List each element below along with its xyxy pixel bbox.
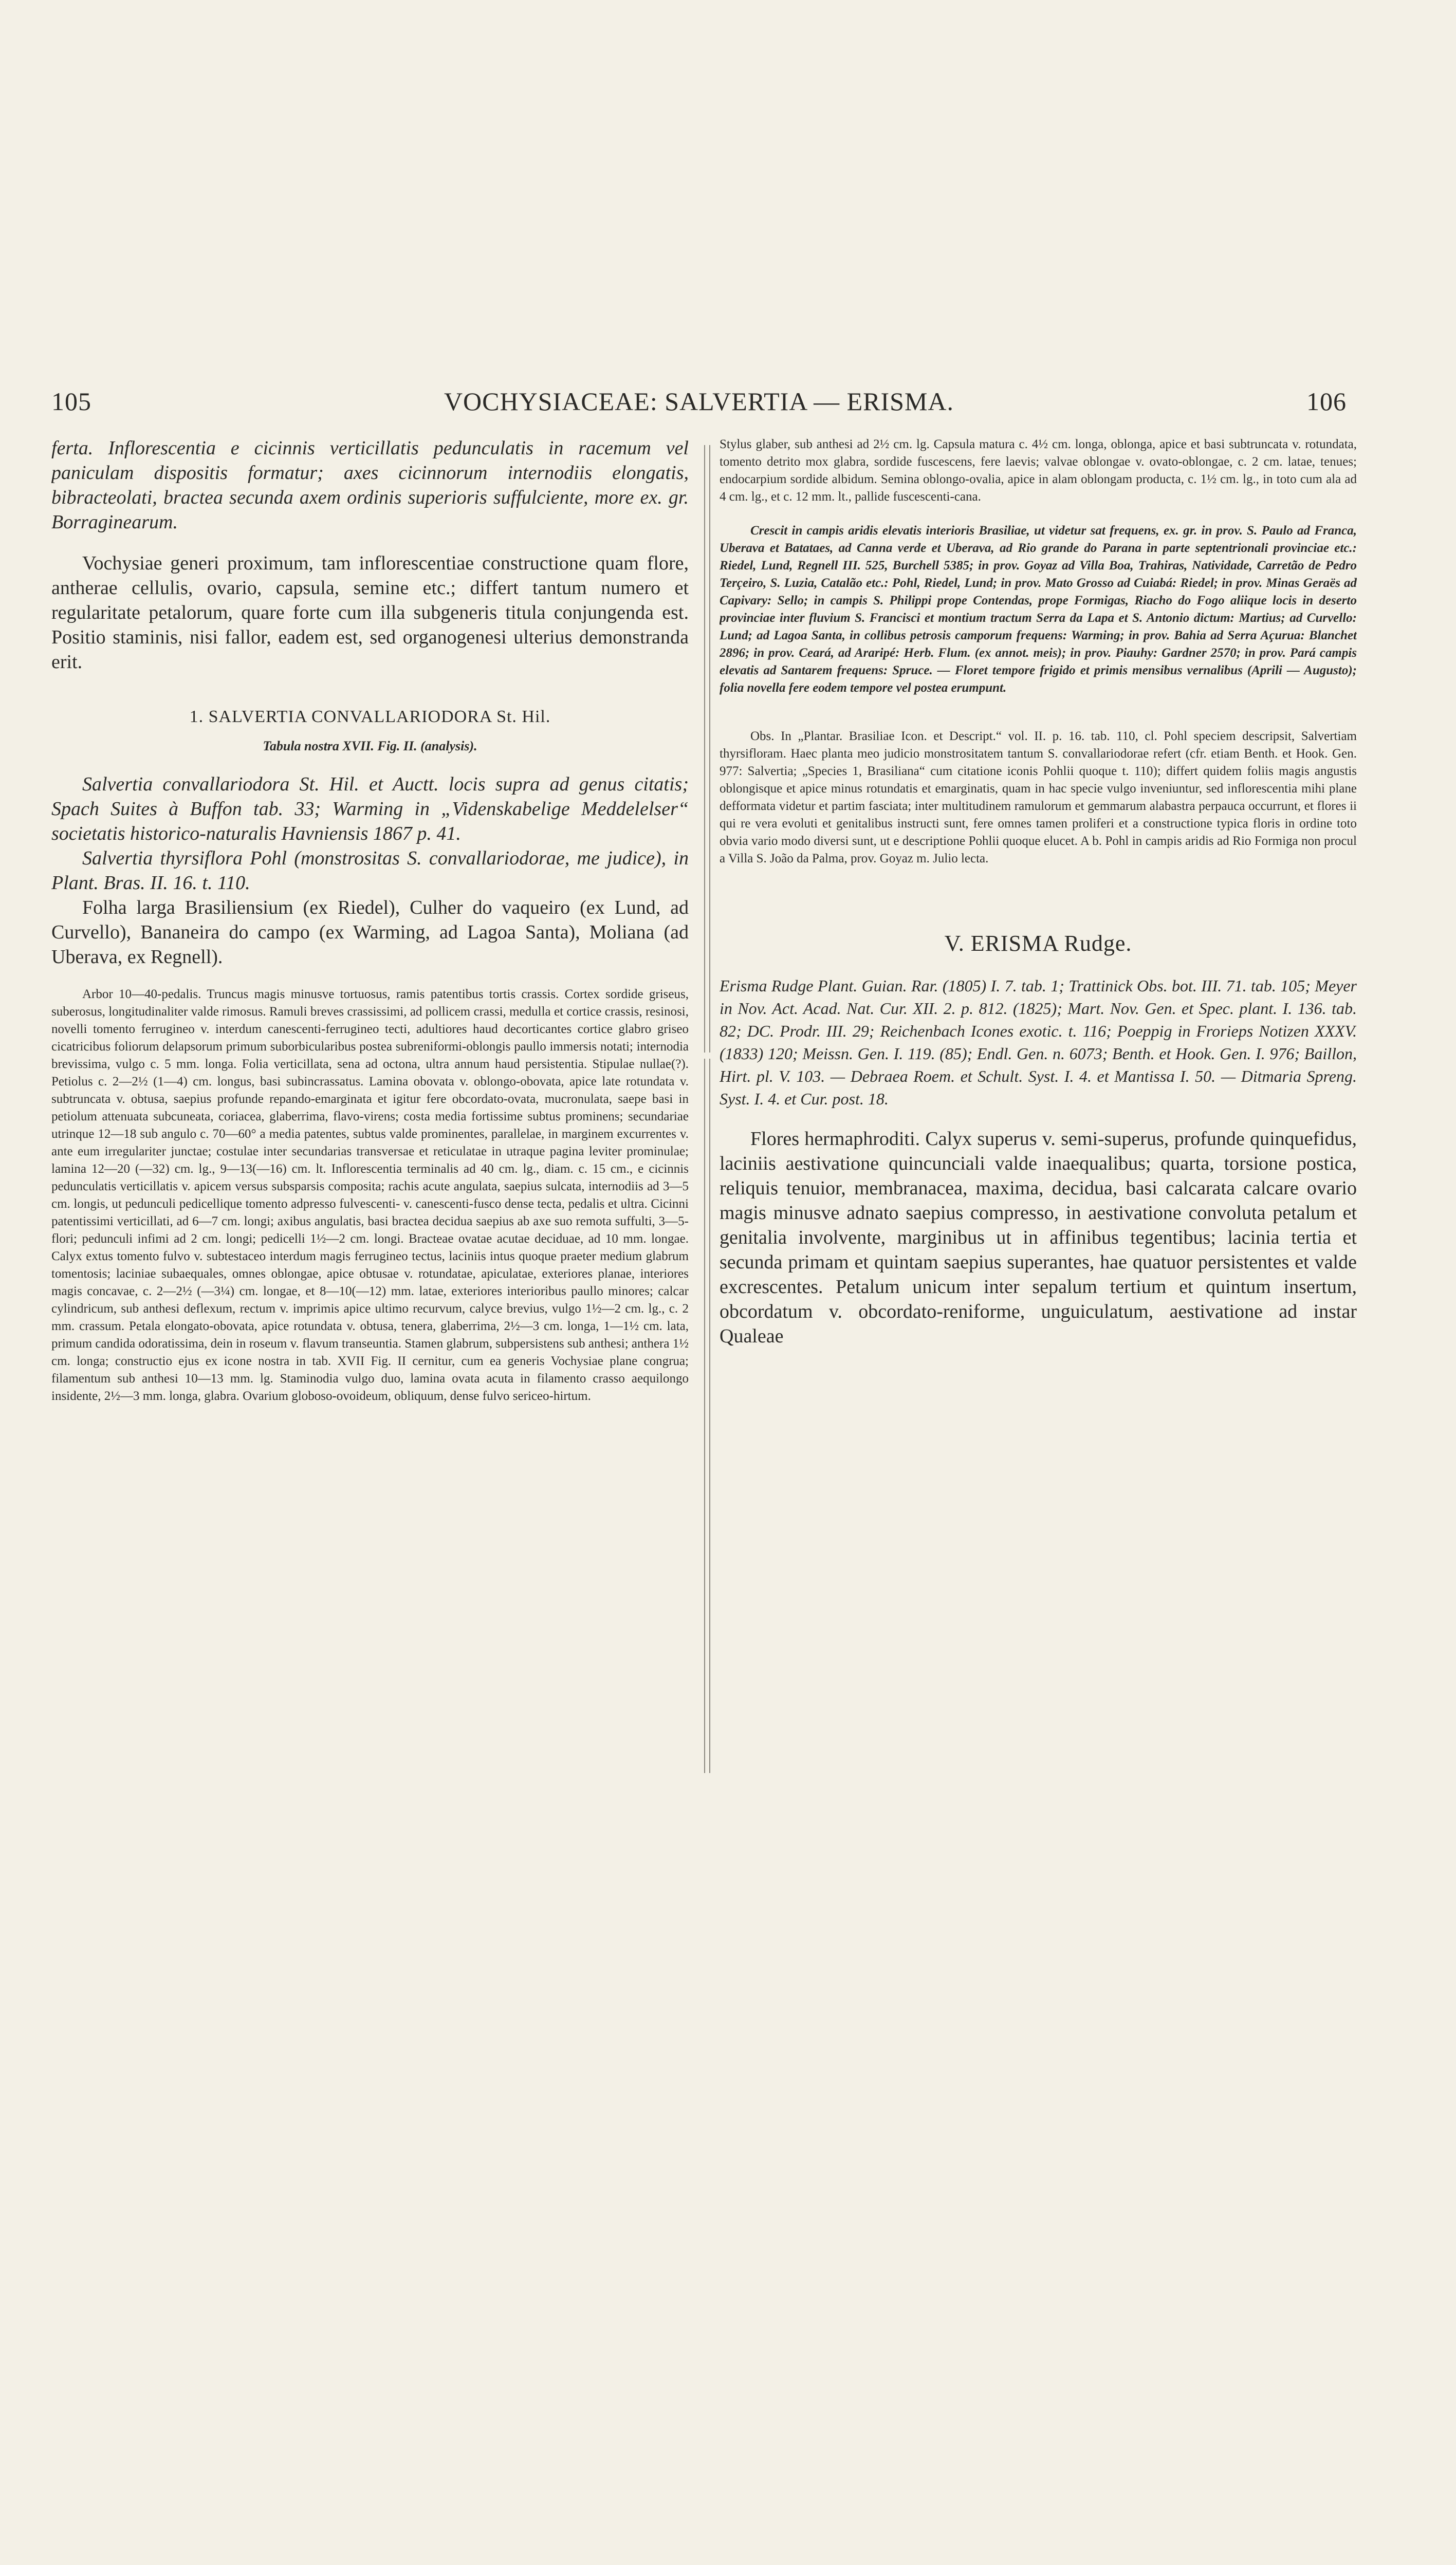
species-description: Arbor 10—40-pedalis. Truncus magis minusve tortuosus, ramis patentibus tortis crassis. Cortex sordide griseus, suberosus, longitudinaliter valde rimosus. Ramuli breves crassissimi, ad pollicem crassi, medulla et cortice crassis, resinosi, novelli tomento ferrugineo v. interdum canescenti-ferrugineo tecti, adultiores haud decorticantes cortice glabro griseo cicatricibus foliorum delapsorum primum suborbicularibus postea subreniformi-oblongis paullo immersis notati; internodia brevissima, vulgo c. 5 mm. longa. Folia verticillata, sena ad octona, ultra annum haud persistentia. Stipulae nullae(?). Petiolus c. 2—2½ (1—4) cm. longus, basi subincrassatus. Lamina obovata v. oblongo-obovata, apice late rotundata v. subtruncata v. obtusa, saepius profunde repando-emarginata et igitur fere obcordato-ovata, mucronulata, saepe basi in petiolum attenuata subcuneata, coriacea, glaberrima, flavo-virens; costa media fortissime subtus prominens; secundariae utrinque 12—18 sub angulo c. 70—60° a media patentes, subtus valde prominentes, parallelae, in marginem excurrentes v. ante eum irregulariter junctae; costulae inter secundarias transversae et reticulatae in utraque pagina leviter prominulae; lamina 12—20 (—32) cm. lg., 9—13(—16) cm. lt. Inflorescentia terminalis ad 40 cm. lg., diam. c. 15 cm., e cicinnis pedunculatis verticillatis v. apicem versus subsparsis composita; rachis acute angulata, saepius sulcata, internodiis ad 3—5 cm. longis, ut pedunculi pedicellique tomento adpresso fulvescenti- v. canescenti-fusco dense tecta, pedalis et ultra. Cicinni patentissimi verticillati, ad 6—7 cm. longi; axibus angulatis, basi bractea decidua saepius ab axe suo remota suffulti, 3—5-flori; pedunculi infimi ad 2 cm. longi; pedicelli 1½—2 cm. longi. Bracteae ovatae acutae deciduae, ad 10 mm. longae. Calyx extus tomento fulvo v. subtestaceo interdum magis ferrugineo tectus, laciniis intus quoque praeter medium glabrum tomentosis; laciniae subaequales, omnes oblongae, apice obtusae v. rotundatae, apiculatae, exteriores planae, interiores magis concavae, c. 2—2½ (—3¼) cm. longae, et 8—10(—12) mm. latae, exteriores interioribus paullo minores; calcar cylindricum, sub anthesi deflexum, rectum v. imprimis apice ultimo recurvum, calyce brevius, vulgo 1½—2 cm. lg., c. 2 mm. crassum. Petala elongato-obovata, apice rotundata v. obtusa, tenera, glaberrima, 2½—3 cm. longa, 1—1½ cm. lata, primum candida odoratissima, dein in roseum v. flavum transeuntia. Stamen glabrum, subpersistens sub anthesi; anthera 1½ cm. longa; constructio ejus ex icone nostra in tab. XVII Fig. II cernitur, cum ea generis Vochysiae plane congrua; filamentum sub anthesi 10—13 mm. lg. Staminodia vulgo duo, lamina ovata acuta in filamento crasso aequilongo insidente, 2½—3 mm. longa, glabra. Ovarium globoso-ovoideum, obliquum, dense fulvo sericeo-hirtum. (51, 987, 689, 1403)
running-title: VOCHYSIACEAE: SALVERTIA — ERISMA. (444, 387, 954, 416)
genus-text-end: ferta. Inflorescentia e cicinnis verticillatis pedunculatis in racemum vel paniculam dispositis formatur; axes cicinnorum internodiis elongatis, bibracteolati, bractea secunda axem ordinis superioris suffulciente, more ex. gr. Borraginearum. (51, 437, 689, 533)
observation-paragraph: Obs. In „Plantar. Brasiliae Icon. et Descript.“ vol. II. p. 16. tab. 110, cl. Pohl speciem descripsit, Salvertiam thyrsifloram. Haec planta meo judicio monstrositatem tantum S. convallariodorae refert (cfr. etiam Benth. et Hook. Gen. 977: Salvertia; „Species 1, Brasiliana“ cum citatione iconis Pohlii quoque t. 110); differt quidem foliis magis angustis oblongisque et apice minus rotundatis et emarginatis, quam in hac specie vulgo inveniuntur, sed inflorescentia mihi plane defformata videtur et partim fasciata; inter multitudinem ramulorum et gemmarum alabastra perpauca occurrunt, et flores ii qui re vera evoluti et genitalibus instructi sunt, fere omnes tamen proliferi et a constructione typica floris in ordine toto obvia vario modo diversi sunt, ut e descriptione Pohlii quoque elucet. A b. Pohl in campis aridis ad Rio Formiga non procul a Villa S. João da Palma, prov. Goyaz m. Julio lecta. (720, 729, 1357, 865)
vernacular-names: Folha larga Brasiliensium (ex Riedel), Culher do vaqueiro (ex Lund, ad Curvello), Bananeira do campo (ex Warming, ad Lagoa Santa), Moliana (ad Uberava, ex Regnell). (51, 897, 689, 968)
affinity-paragraph: Vochysiae generi proximum, tam inflorescentiae constructione quam flore, antherae cellulis, ovario, capsula, semine etc.; differt tantum numero et regularitate petalorum, quare forte cum illa subgeneris titula conjungenda est. Positio staminis, nisi fallor, eadem est, sed organogenesi ulterius demonstranda erit. (51, 552, 689, 673)
species-heading: 1. SALVERTIA CONVALLARIODORA St. Hil. (189, 707, 551, 726)
synonymy-1: Salvertia convallariodora St. Hil. et Auctt. locis supra ad genus citatis; Spach Suites à Buffon tab. 33; Warming in „Videnskabelige Meddelelser“ societatis historico-naturalis Havniensis 1867 p. 41. (51, 773, 689, 844)
column-divider-lower (704, 1059, 710, 1773)
genus-description: Flores hermaphroditi. Calyx superus v. semi-superus, profunde quinquefidus, laciniis aestivatione quincunciali valde inaequalibus; quarta, torsione postica, reliquis tenuior, membranacea, maxima, decidua, basi calcarata calcare ovario magis minusve adnato saepius compresso, in aestivatione convoluta petalum et genitalia involvente, marginibus ut in affinibus tegentibus; lacinia tertia et secunda primam et quintam saepius superantes, hae quatuor persistentes et valde excrescentes. Petalum unicum inter sepalum tertium et quintum insertum, obcordatum v. obcordato-reniforme, unguiculatum, aestivatione ad instar Qualeae (720, 1128, 1357, 1347)
distribution-paragraph: Crescit in campis aridis elevatis interioris Brasiliae, ut videtur sat frequens, ex. gr. in prov. S. Paulo ad Franca, Uberava et Batataes, ad Canna verde et Uberava, ad Rio grande do Parana in parte septentrionali provinciae etc.: Riedel, Lund, Regnell III. 525, Burchell 5385; in prov. Goyaz ad Villa Boa, Trahiras, Natividade, Carretão de Pedro Terçeiro, S. Luzia, Catalão etc.: Pohl, Riedel, Lund; in prov. Mato Grosso ad Cuiabá: Riedel; in prov. Minas Geraës ad Capivary: Sello; in campis S. Philippi prope Contendas, prope Formigas, Riacho do Fogo aliique locis in deserto provinciae inter fluvium S. Francisci et montium tractum Serra da Lapa et S. Antonio dictum: Martius; ad Curvello: Lund; ad Lagoa Santa, in collibus petrosis camporum frequens: Warming; in prov. Bahia ad Serra Açurua: Blanchet 2896; in prov. Ceará, ad Araripé: Herb. Flum. (ex annot. meis); in prov. Piauhy: Gardner 2570; in prov. Pará campis elevatis ad Santarem frequens: Spruce. — Floret tempore frigido et primis mensibus vernalibus (Aprili — Augusto); folia novella fere eodem tempore vel postea erumpunt. (720, 524, 1357, 695)
left-column (51, 436, 689, 1731)
column-divider (704, 445, 710, 1053)
synonymy-2: Salvertia thyrsiflora Pohl (monstrositas S. convallariodorae, me judice), in Plant. Bras. II. 16. t. 110. (51, 847, 689, 894)
description-continued: Stylus glaber, sub anthesi ad 2½ cm. lg. Capsula matura c. 4½ cm. longa, oblonga, apice et basi subtruncata v. rotundata, tomento detrito mox glabra, sordide fuscescens, fere laevis; valvae oblongae v. ovato-oblongae, c. 2 cm. latae, tenues; endocarpium sordide albidum. Semina oblongo-ovalia, apice in alam oblongam producta, c. 1½ cm. lg., in toto cum ala ad 4 cm. lg., et c. 12 mm. lt., pallide fuscescenti-cana. (720, 437, 1357, 504)
genus-heading: V. ERISMA Rudge. (944, 931, 1132, 956)
genus-synonymy: Erisma Rudge Plant. Guian. Rar. (1805) I. 7. tab. 1; Trattinick Obs. bot. III. 71. tab. 105; Meyer in Nov. Act. Acad. Nat. Cur. XII. 2. p. 812. (1825); Mart. Nov. Gen. et Spec. plant. I. 136. tab. 82; DC. Prodr. III. 29; Reichenbach Icones exotic. t. 116; Poeppig in Frorieps Notizen XXXV. (1833) 120; Meissn. Gen. I. 119. (85); Endl. Gen. n. 6073; Benth. et Hook. Gen. I. 976; Baillon, Hirt. pl. V. 103. — Debraea Roem. et Schult. Syst. I. 4. et Mantissa I. 50. — Ditmaria Spreng. Syst. I. 4. et Cur. post. 18. (720, 976, 1357, 1108)
page-number-left: 105 (51, 387, 91, 416)
running-head (51, 386, 1347, 422)
plate-reference: Tabula nostra XVII. Fig. II. (analysis). (263, 739, 477, 753)
page-number-right: 106 (1306, 387, 1347, 416)
right-column (720, 436, 1357, 1772)
